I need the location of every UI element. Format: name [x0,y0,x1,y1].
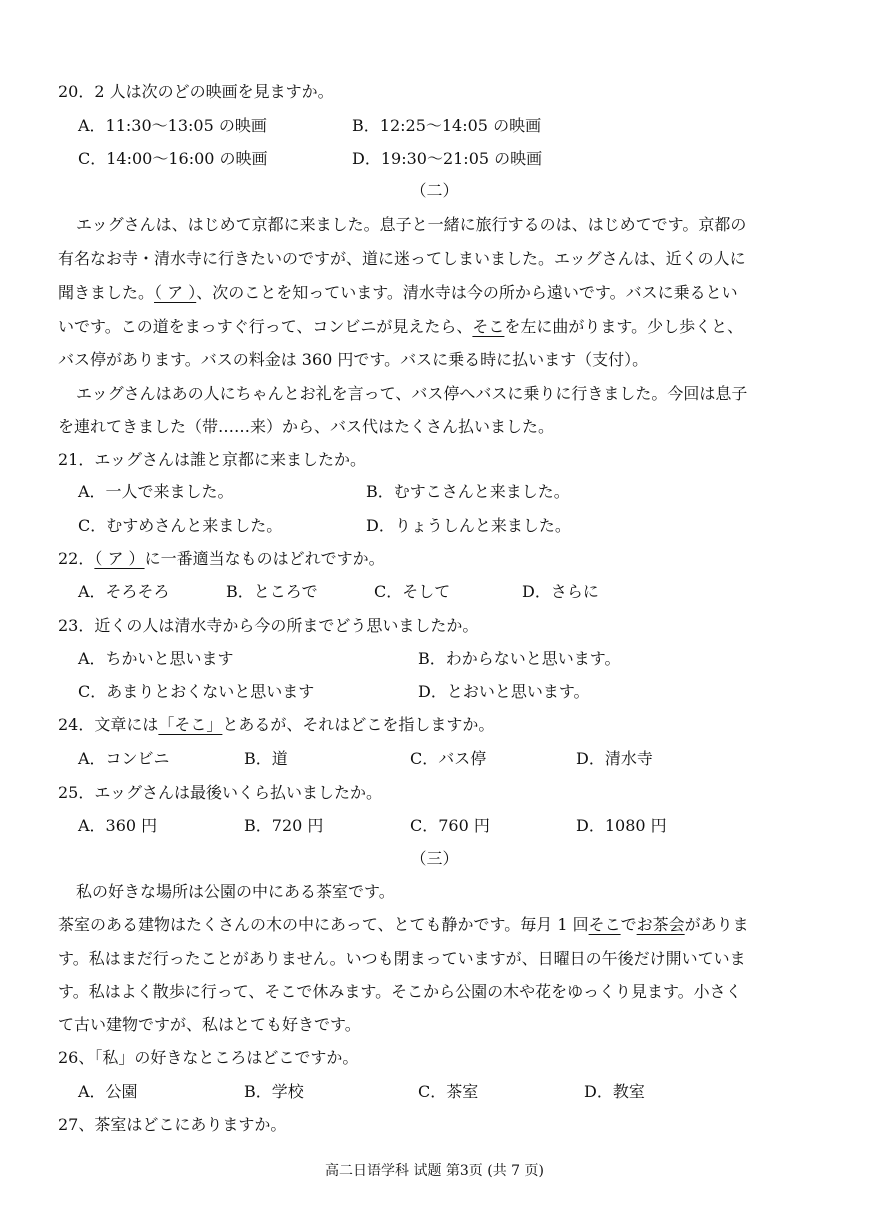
question-27-stem: 27、茶室はどこにありますか。 [58,1115,287,1134]
q22-stem-text: に一番適当なものはどれですか。 [144,549,385,568]
question-24-stem [58,714,494,736]
q26-option-a: A．公園 [78,1082,138,1101]
q20-option-a: A．11:30～13:05 の映画 [78,116,267,135]
passage-2-line-3-post: 、次のことを知っています。清水寺は今の所から遠いです。バスに乗るとい [196,283,738,302]
q22-option-b: B．ところで [226,582,318,601]
q24-option-d: D．清水寺 [576,749,653,768]
passage-3-line-4: す。私はよく散歩に行って、そこで休みます。そこから公園の木や花をゆっくり見ます。小さく [58,982,742,1001]
passage-3-line-1: 私の好きな場所は公園の中にある茶室です。 [76,882,395,901]
passage-2-line-7: を連れてきました（带……来）から、バス代はたくさん払いました。 [58,417,555,436]
passage-2-line-5: バス停があります。バスの料金は 360 円です。バスに乗る時に払います（支付）。 [58,350,649,369]
passage-3-underlined-ochakai: お茶会 [636,915,685,934]
q26-option-c: C．茶室 [418,1082,479,1101]
q26-option-b: B．学校 [244,1082,304,1101]
q25-option-d: D．1080 円 [576,816,667,835]
underlined-soko: そこ [472,317,505,336]
passage-3-underlined-soko: そこ [588,915,621,934]
q23-option-a: A．ちかいと思います [78,649,234,668]
q25-option-b: B．720 円 [244,816,324,835]
q23-option-c: C．あまりとおくないと思います [78,682,315,701]
q20-option-c: C．14:00～16:00 の映画 [78,149,268,168]
passage-3-line-2-pre: 茶室のある建物はたくさんの木の中にあって、とても静かです。毎月 1 回 [58,915,589,934]
passage-2-line-3 [58,282,738,304]
q23-option-b: B．わからないと思います。 [418,649,621,668]
q22-number: 22． [58,549,95,568]
q22-option-a: A．そろそろ [78,582,170,601]
question-22-stem [58,548,385,570]
q24-option-c: C．バス停 [410,749,487,768]
q22-option-d: D．さらに [522,582,599,601]
q22-option-c: C．そして [374,582,451,601]
q21-option-c: C．むすめさんと来ました。 [78,516,283,535]
passage-2-line-6: エッグさんはあの人にちゃんとお礼を言って、バス停へバスに乗りに行きました。今回は息子 [76,384,748,403]
q24-pre: 24．文章には [58,715,159,734]
section-3-heading: （三） [410,849,459,868]
question-21-stem: 21．エッグさんは誰と京都に来ましたか。 [58,450,367,469]
passage-2-line-2: 有名なお寺・清水寺に行きたいのですが、道に迷ってしまいました。エッグさんは、近くの人に [58,249,746,268]
q25-option-c: C．760 円 [410,816,490,835]
q24-option-a: A．コンビニ [78,749,170,768]
passage-3-line-2-post: がありま [684,915,749,934]
passage-2-line-1: エッグさんは、はじめて京都に来ました。息子と一緒に旅行するのは、はじめてです。京都の [76,215,747,234]
q20-option-d: D．19:30～21:05 の映画 [352,149,543,168]
q23-option-d: D．とおいと思います。 [418,682,590,701]
passage-3-line-3: す。私はまだ行ったことがありません。いつも閉まっていますが、日曜日の午後だけ開いていま [58,949,746,968]
question-23-stem: 23．近くの人は清水寺から今の所までどう思いましたか。 [58,616,479,635]
q22-blank: （ ア ） [94,549,145,568]
question-25-stem: 25．エッグさんは最後いくら払いましたか。 [58,783,383,802]
passage-3-line-2 [58,914,749,936]
blank-a: （ ア ） [154,283,197,302]
passage-3-line-5: て古い建物ですが、私はとても好きです。 [58,1015,361,1034]
question-26-stem: 26、「私」の好きなところはどこですか。 [58,1048,359,1067]
passage-3-line-2-mid: で [620,915,637,934]
question-20-stem: 20．2 人は次のどの映画を見ますか。 [58,82,334,101]
q24-option-b: B．道 [244,749,288,768]
q26-option-d: D．教室 [584,1082,645,1101]
passage-2-line-3-pre: 聞きました。 [58,283,155,302]
q24-underlined-soko: 「そこ」 [158,715,223,734]
passage-2-line-4-pre: いです。この道をまっすぐ行って、コンビニが見えたら、 [58,317,473,336]
q21-option-d: D．りょうしんと来ました。 [366,516,571,535]
passage-2-line-4-post: を左に曲がります。少し歩くと、 [504,317,744,336]
q20-option-b: B．12:25～14:05 の映画 [352,116,542,135]
q24-post: とあるが、それはどこを指しますか。 [222,715,495,734]
q21-option-a: A．一人で来ました。 [78,482,234,501]
section-2-heading: （二） [410,181,459,200]
passage-2-line-4 [58,316,743,338]
page-footer: 高二日语学科 试题 第3页 (共 7 页) [325,1163,544,1179]
q21-option-b: B．むすこさんと来ました。 [366,482,570,501]
q25-option-a: A．360 円 [78,816,158,835]
